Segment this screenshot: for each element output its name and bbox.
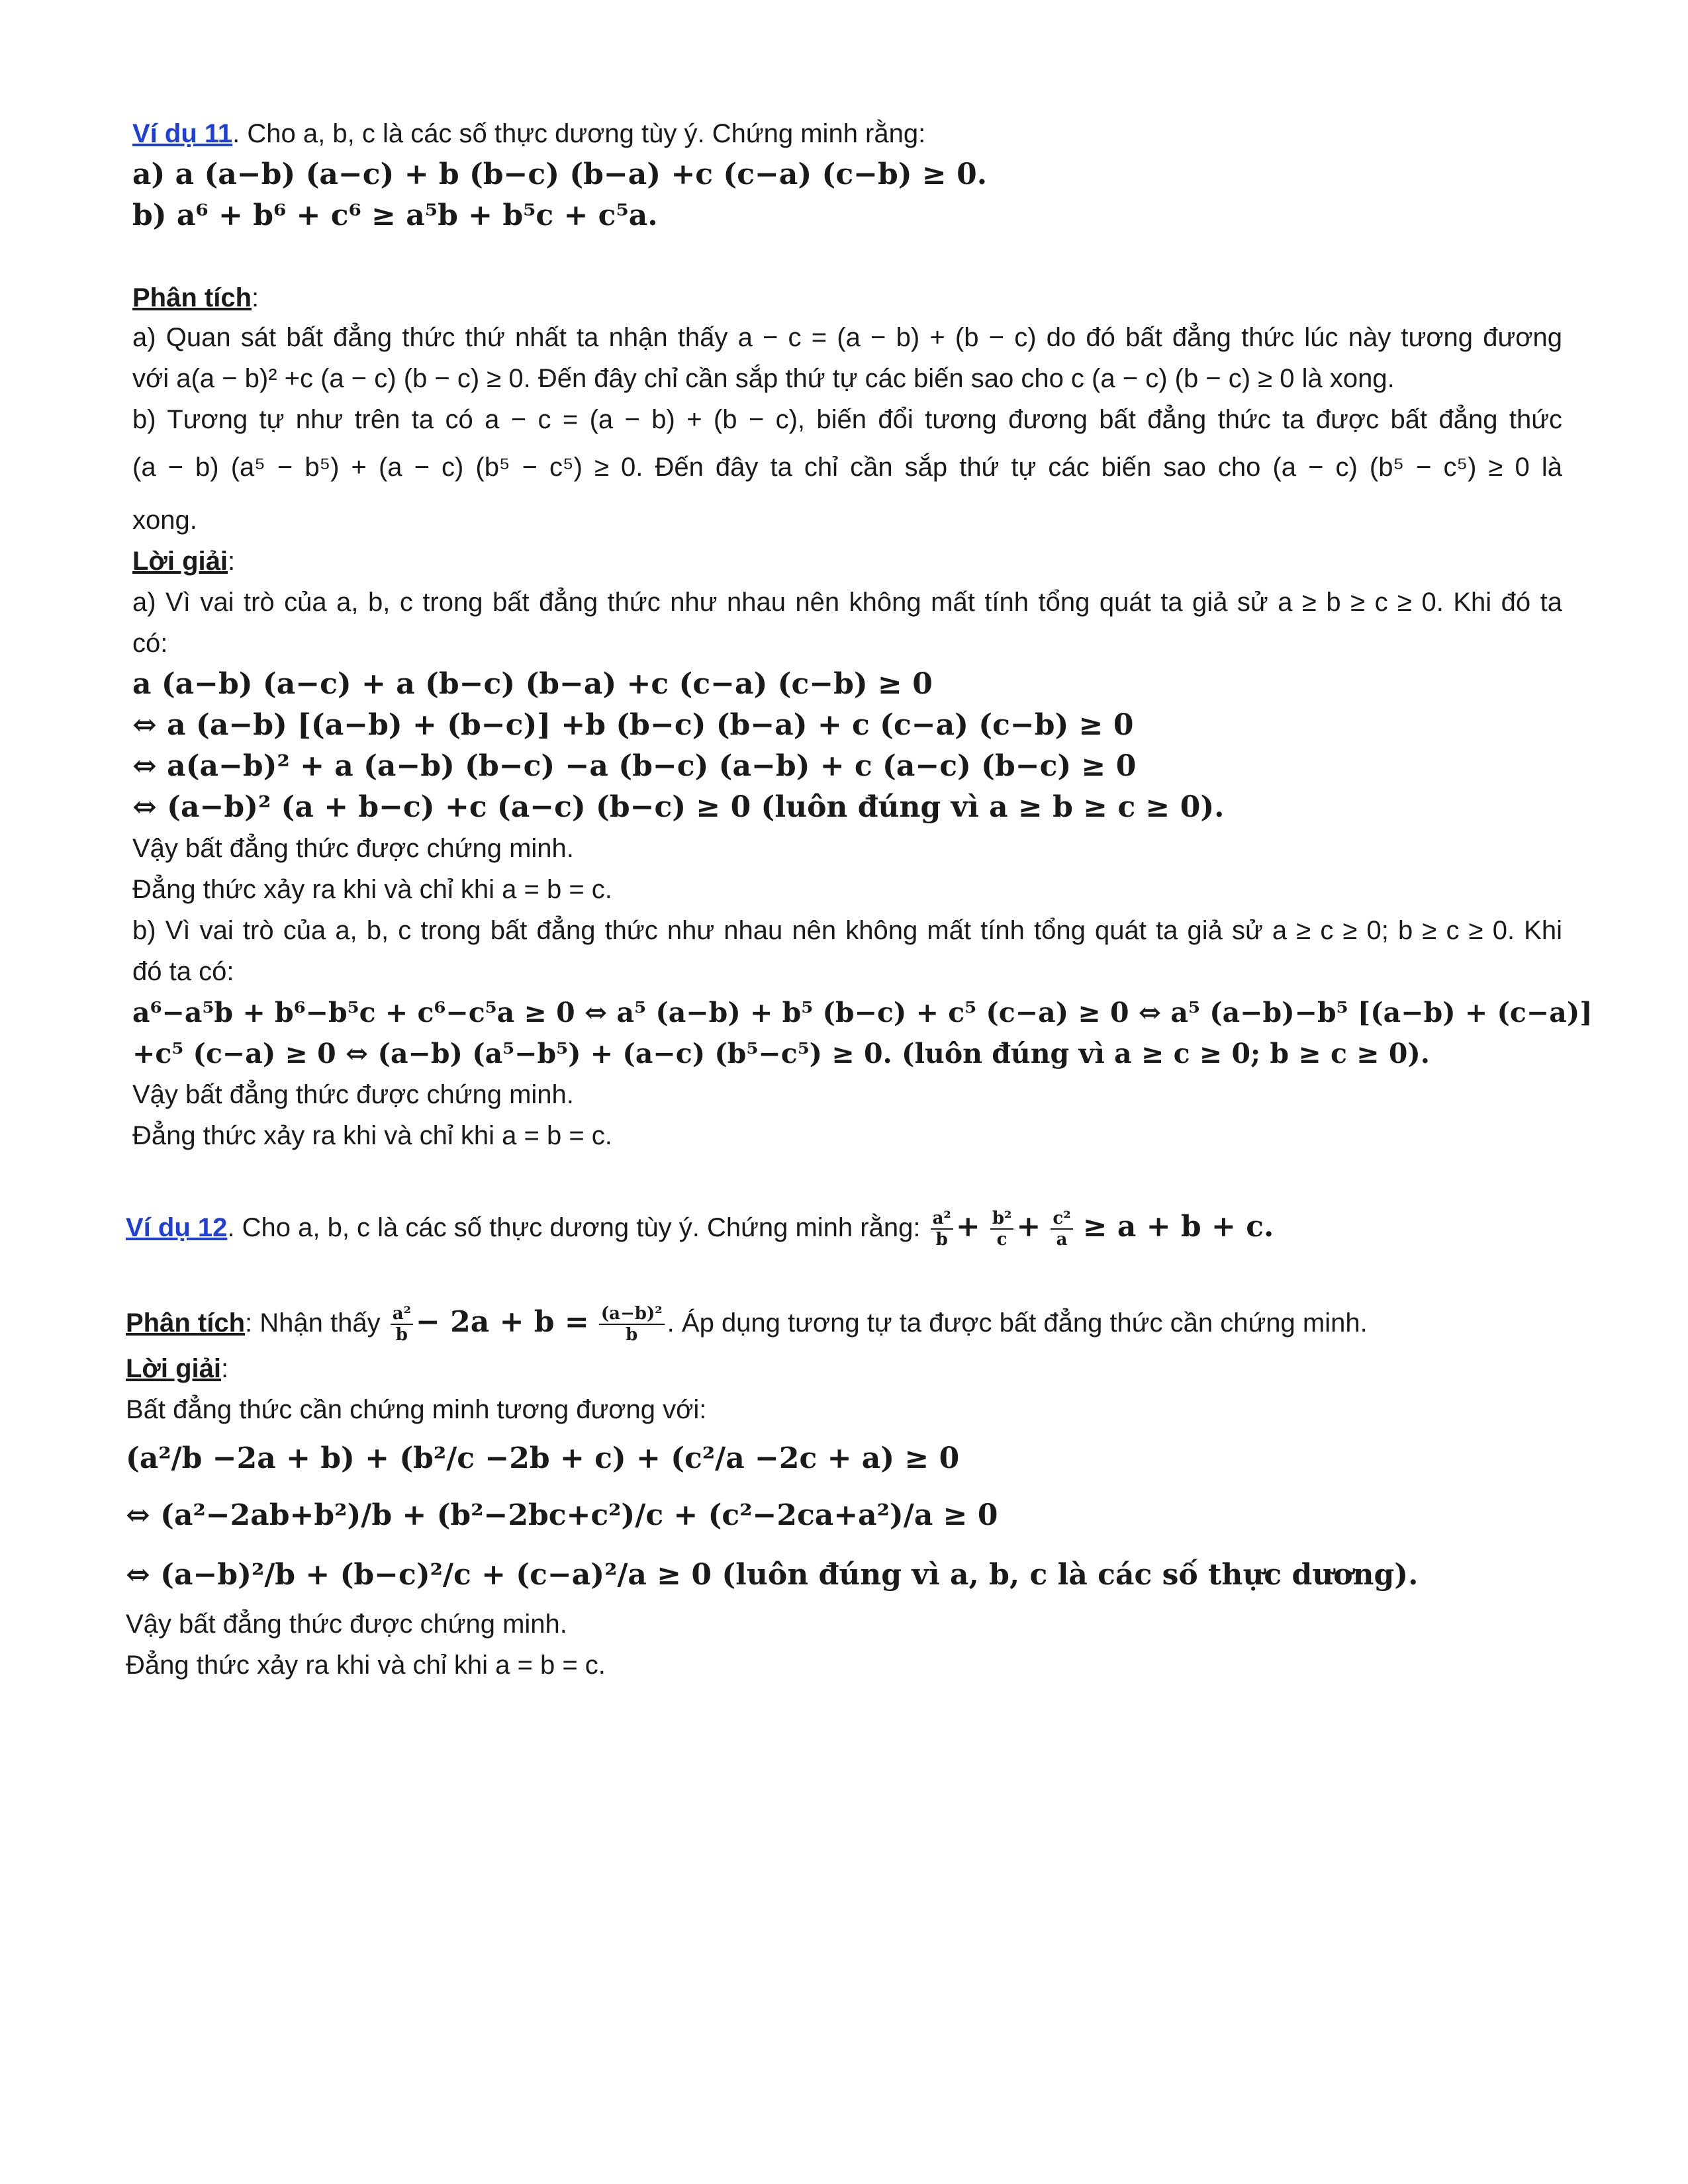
analysis-12-heading: Phân tích [126,1308,246,1338]
solution-11-eq-2: ⇔ a (a−b) [(a−b) + (b−c)] +b (b−c) (b−a) + c (c−a) (c−b) ≥ 0 [132,708,1134,742]
solution-11-eq-4: ⇔ (a−b)² (a + b−c) +c (a−c) (b−c) ≥ 0 (luôn đúng vì a ≥ b ≥ c ≥ 0). [132,790,1225,824]
example-11-statement [132,115,1562,152]
solution-12-step-3: ⇔ (a−b)²/b + (b−c)²/c + (c−a)²/a ≥ 0 (luôn đúng vì a, b, c là các số thực dương). [126,1558,1419,1592]
fraction-a2-over-b: $\frac{\text{a²}}{b}$ [931,1208,953,1250]
solution-11-b-eq-2: +c⁵ (c−a) ≥ 0 ⇔ (a−b) (a⁵−b⁵) + (a−c) (b⁵−c⁵) ≥ 0. (luôn đúng vì a ≥ c ≥ 0; b ≥ c ≥ 0). [132,1038,1430,1069]
solution-12-heading: Lời giải: [126,1354,229,1383]
analysis-11-line-2: với a(a − b)² +c (a − c) (b − c) ≥ 0. Đến đây chỉ cần sắp thứ tự các biến sao cho c (a − c) (b − c) ≥ 0 là xong. [132,364,1395,393]
example-12-intro: . Cho a, b, c là các số thực dương tùy ý. Chứng minh rằng: [227,1213,921,1242]
analysis-11-line-5: xong. [132,506,197,535]
solution-11-eq-3: ⇔ a(a−b)² + a (a−b) (b−c) −a (b−c) (a−b) + c (a−c) (b−c) ≥ 0 [132,749,1137,783]
fraction-a2-over-b-analysis: $\frac{\text{a²}}{b}$ [391,1304,413,1345]
analysis-11-heading: Phân tích: [132,283,259,312]
solution-11-conclusion-3: Vậy bất đẳng thức được chứng minh. [132,1080,574,1109]
solution-11-a-line-1: a) Vì vai trò của a, b, c trong bất đẳng thức như nhau nên không mất tính tổng quát ta giả sử a ≥ b ≥ c ≥ 0. Khi đó ta [132,588,1562,617]
solution-11-conclusion-2: Đẳng thức xảy ra khi và chỉ khi a = b = c. [132,875,612,904]
solution-11-eq-1: a (a−b) (a−c) + a (b−c) (b−a) +c (c−a) (c−b) ≥ 0 [132,667,933,701]
solution-11-b-line-1: b) Vì vai trò của a, b, c trong bất đẳng thức như nhau nên không mất tính tổng quát ta giả sử a ≥ c ≥ 0; b ≥ c ≥ 0. Khi [132,916,1562,945]
solution-12-intro: Bất đẳng thức cần chứng minh tương đương với: [126,1395,707,1424]
solution-12-step-1: (a²/b −2a + b) + (b²/c −2b + c) + (c²/a −2c + a) ≥ 0 [126,1441,960,1475]
solution-11-conclusion-1: Vậy bất đẳng thức được chứng minh. [132,834,574,863]
example-12-statement: Ví dụ 12. Cho a, b, c là các số thực dương tùy ý. Chứng minh rằng: $\frac{\text{a²}}{b}$ + $\frac{\text{b²}}{c}$ + $\frac{\text{c²}}{a}$ ≥ a + b + c. [126,1208,1274,1250]
solution-11-b-eq-1: a⁶−a⁵b + b⁶−b⁵c + c⁶−c⁵a ≥ 0 ⇔ a⁵ (a−b) + b⁵ (b−c) + c⁵ (c−a) ≥ 0 ⇔ a⁵ (a−b)−b⁵ [(a−b) + (c−a)] [132,997,1593,1028]
solution-12-step-2: ⇔ (a²−2ab+b²)/b + (b²−2bc+c²)/c + (c²−2ca+a²)/a ≥ 0 [126,1498,998,1532]
example-11-link[interactable]: Ví dụ 11 [132,119,233,148]
fraction-c2-over-a: $\frac{\text{c²}}{a}$ [1051,1208,1072,1250]
solution-12-conclusion-2: Đẳng thức xảy ra khi và chỉ khi a = b = c. [126,1651,606,1680]
solution-11-a-line-2: có: [132,629,168,658]
solution-11-b-line-2: đó ta có: [132,957,234,986]
example-12-link[interactable]: Ví dụ 12 [126,1213,228,1242]
analysis-12-line: Phân tích: Nhận thấy $\frac{\text{a²}}{b}$ − 2a + b = $\frac{\text{(a−b)²}}{b}$ . Áp dụng tương tự ta được bất đẳng thức cần chứng minh. [126,1304,1368,1345]
analysis-11-line-4: (a − b) (a⁵ − b⁵) + (a − c) (b⁵ − c⁵) ≥ 0. Đến đây ta chỉ cần sắp thứ tự các biến sao cho (a − c) (b⁵ − c⁵) ≥ 0 là [132,453,1562,482]
analysis-11-line-1: a) Quan sát bất đẳng thức thứ nhất ta nhận thấy a − c = (a − b) + (b − c) do đó bất đẳng thức lúc này tương đương [132,323,1562,352]
analysis-11-line-3: b) Tương tự như trên ta có a − c = (a − b) + (b − c), biến đổi tương đương bất đẳng thức ta được bất đẳng thức [132,405,1562,434]
solution-12-conclusion-1: Vậy bất đẳng thức được chứng minh. [126,1610,567,1639]
fraction-a-minus-b-squared-over-b: $\frac{\text{(a−b)²}}{b}$ [599,1304,665,1345]
example-11-intro: . Cho a, b, c là các số thực dương tùy ý. Chứng minh rằng: [232,119,926,148]
fraction-b2-over-c: $\frac{\text{b²}}{c}$ [990,1208,1014,1250]
example-12-tail: ≥ a + b + c. [1082,1210,1274,1244]
solution-11-conclusion-4: Đẳng thức xảy ra khi và chỉ khi a = b = c. [132,1121,612,1150]
example-11-part-b: b) a⁶ + b⁶ + c⁶ ≥ a⁵b + b⁵c + c⁵a. [132,199,658,232]
solution-11-heading: Lời giải: [132,547,236,576]
example-11-part-a: a) a (a−b) (a−c) + b (b−c) (b−a) +c (c−a) (c−b) ≥ 0. [132,158,988,191]
